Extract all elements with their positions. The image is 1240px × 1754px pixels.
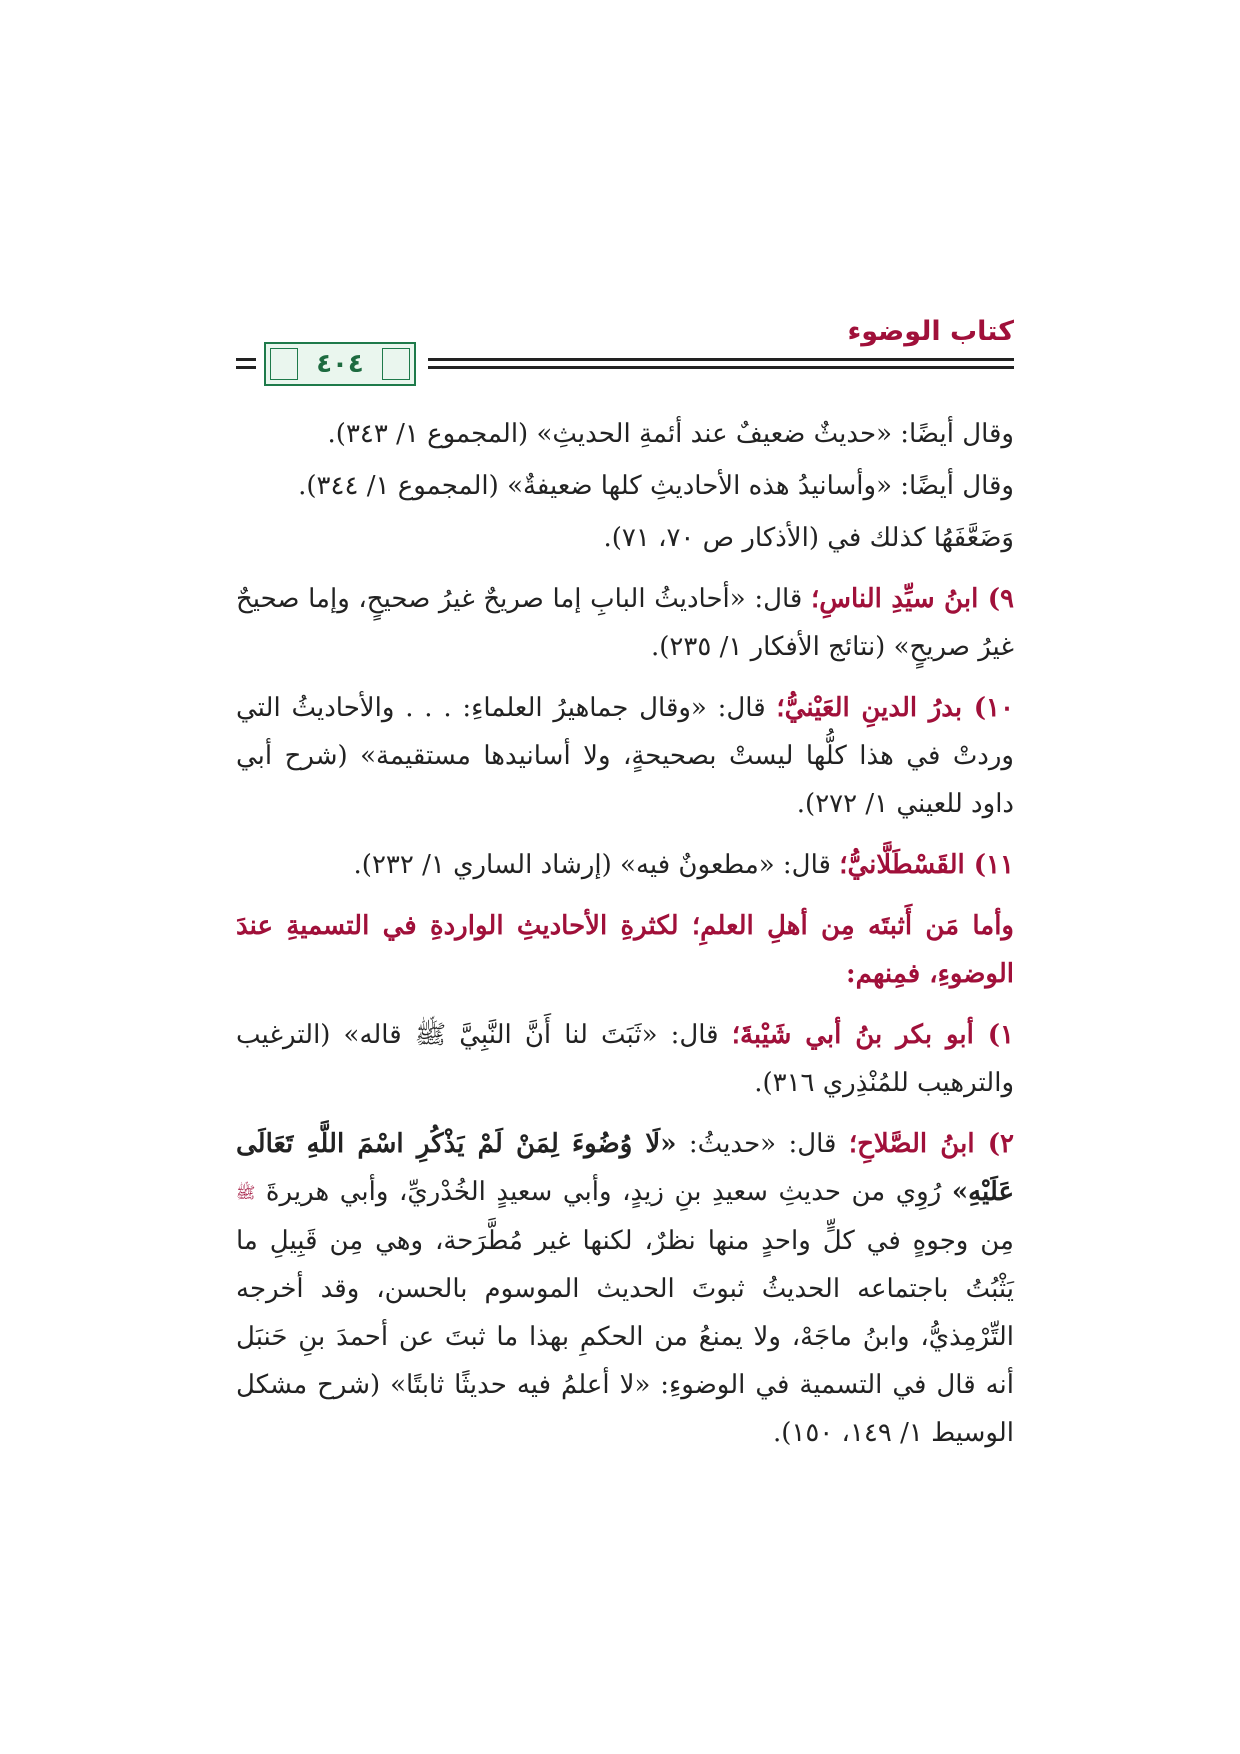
paragraph-text: قال: «وقال جماهيرُ العلماءِ: . . . والأحاديثُ التي وردتْ في هذا كلُّها ليستْ بصحيحةٍ، ولا أسانيدها مستقيمة» (شرح أبي داود للعيني ١/ ٢٧٢). bbox=[236, 693, 1014, 819]
section-heading bbox=[236, 902, 1014, 998]
header-rule bbox=[428, 366, 1014, 369]
scholar-name: ٢) ابنُ الصَّلاحِ؛ bbox=[848, 1129, 1014, 1159]
paragraph bbox=[236, 841, 1014, 889]
paragraph bbox=[236, 462, 1014, 510]
paragraph-text: وقال أيضًا: «وأسانيدُ هذه الأحاديثِ كلها ضعيفةٌ» (المجموع ١/ ٣٤٤). bbox=[298, 471, 1014, 501]
paragraph-text: وقال أيضًا: «حديثٌ ضعيفٌ عند أئمةِ الحديثِ» (المجموع ١/ ٣٤٣). bbox=[327, 419, 1014, 449]
honorific-symbol: ﷺ bbox=[236, 1183, 256, 1202]
page-number: ٤٠٤ bbox=[316, 349, 364, 379]
paragraph bbox=[236, 1011, 1014, 1107]
paragraph-text: وَضَعَّفَهُا كذلك في (الأذكار ص ٧٠، ٧١). bbox=[603, 523, 1014, 553]
book-title: كتاب الوضوء bbox=[847, 316, 1014, 347]
header-rule bbox=[428, 358, 1014, 361]
paragraph bbox=[236, 514, 1014, 562]
page-header bbox=[236, 314, 1014, 394]
scholar-name: ٩) ابنُ سيِّدِ الناسِ؛ bbox=[810, 584, 1015, 614]
header-rule bbox=[236, 358, 256, 361]
scholar-name: ١) أبو بكر بنُ أبي شَيْبةَ؛ bbox=[731, 1020, 1015, 1050]
section-heading-text: وأما مَن أَثبتَه مِن أهلِ العلمِ؛ لكثرةِ الأحاديثِ الواردةِ في التسميةِ عندَ الوضوءِ، فمِنهم: bbox=[236, 911, 1014, 989]
paragraph bbox=[236, 1120, 1014, 1457]
paragraph bbox=[236, 684, 1014, 828]
page-number-badge bbox=[264, 342, 416, 386]
scholar-name: ١١) القَسْطَلَّانيُّ؛ bbox=[839, 850, 1014, 880]
scholar-name: ١٠) بدرُ الدينِ العَيْنيُّ؛ bbox=[776, 693, 1014, 723]
paragraph-text: قال: «مطعونٌ فيه» (إرشاد الساري ١/ ٢٣٢). bbox=[353, 850, 840, 880]
page-body bbox=[236, 410, 1014, 1470]
header-rule bbox=[236, 366, 256, 369]
paragraph bbox=[236, 575, 1014, 671]
paragraph bbox=[236, 410, 1014, 458]
paragraph-text: قال: «ثَبَتَ لنا أَنَّ النَّبِيَّ ﷺ قاله» (الترغيب والترهيب للمُنْذِري ٣١٦). bbox=[236, 1020, 1014, 1098]
paragraph-text: مِن وجوهٍ في كلٍّ واحدٍ منها نظرٌ، لكنها غير مُطَّرَحة، وهي مِن قَبِيلِ ما يَثْبُتُ باجتماعه الحديثُ ثبوتَ الحديث الموسوم بالحسن، وقد أخرجه التِّرْمِذيُّ، وابنُ ماجَهْ، ولا يمنعُ من الحكمِ بهذا ما ثبتَ عن أحمدَ بنِ حَنبَل أنه قال في التسمية في الوضوءِ: «لا أعلمُ فيه حديثًا ثابتًا» (شرح مشكل الوسيط ١/ ١٤٩، ١٥٠). bbox=[236, 1226, 1014, 1448]
paragraph-text: قال: «حديثُ: bbox=[676, 1129, 849, 1159]
paragraph-text: قال: «أحاديثُ البابِ إما صريحٌ غيرُ صحيحٍ، وإما صحيحٌ غيرُ صريحٍ» (نتائج الأفكار ١/ ٢٣٥). bbox=[236, 584, 1014, 662]
hadith-quote: «لَا وُضُوءَ لِمَنْ لَمْ يَذْكُرِ اسْمَ اللَّهِ تَعَالَى عَلَيْهِ» bbox=[236, 1129, 1014, 1207]
paragraph-text: رُوِي من حديثِ سعيدِ بنِ زيدٍ، وأبي سعيدٍ الخُدْريِّ، وأبي هريرةَ bbox=[255, 1177, 952, 1207]
